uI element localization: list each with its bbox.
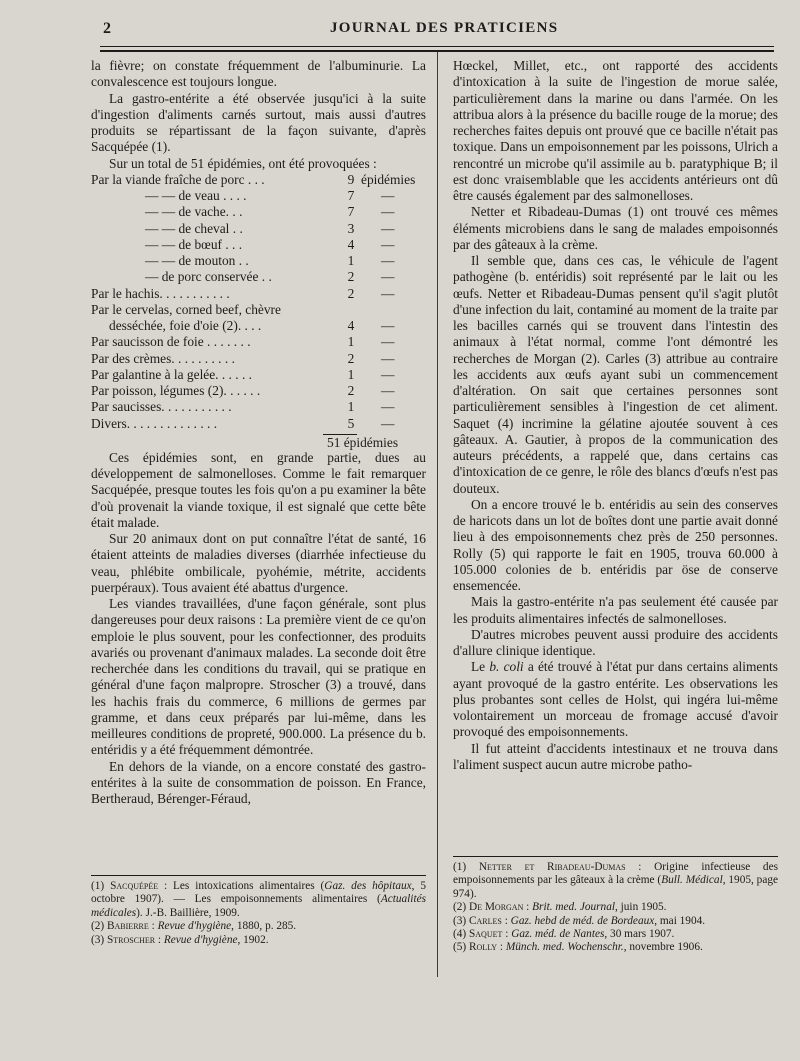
row-unit: — (381, 383, 395, 398)
column-separator (437, 52, 438, 977)
table-row (91, 351, 426, 367)
epidemics-table (91, 172, 426, 450)
row-unit: — (381, 253, 395, 268)
paragraph: Il semble que, dans ces cas, le véhicule de l'agent pathogène (b. entéridis) soit représenté par le lait ou les œufs. Netter et Ribadeau-Dumas pensent qu'il s'agit plutôt d'une infection du lait, contaminé au moment de la traite par les bacilles carnés qui se trouvent dans l'intestin des animaux à l'état normal, comme l'ont démontré les recherches de Morgan (2). Carles (3) attribue au contraire les accidents aux œufs ayant subi un commencement d'altération. On sait que certaines personnes sont particulièrement sensibles à l'ingestion de cet aliment. Saquet (4) incrimine la gélatine ajoutée souvent à ces gâteaux. A. Gautier, à propos de la communication des auteurs précédents, a rappelé que, dans certains cas d'intoxication de ce genre, le rôle des blancs d'œufs n'est pas douteux. (453, 253, 778, 496)
table-row (91, 204, 426, 220)
row-unit: — (381, 350, 395, 366)
row-label: Par des crèmes. . . . . . . . . . (91, 350, 235, 366)
left-column (91, 58, 426, 807)
row-label: — — de mouton . . (145, 253, 249, 268)
row-label: — — de vache. . . (145, 204, 243, 220)
table-row (91, 334, 426, 350)
paragraph: D'autres microbes peuvent aussi produire des accidents d'allure clinique identique. (453, 626, 778, 658)
row-count: 1 (347, 366, 355, 382)
row-label: Par saucisson de foie . . . . . . . (91, 334, 251, 350)
row-count: 9 (347, 171, 355, 187)
table-row (91, 172, 426, 188)
row-label: Par saucisses. . . . . . . . . . . (91, 399, 232, 415)
row-unit: — (381, 415, 395, 431)
author-name: Sacquépée (110, 880, 159, 892)
row-count: 2 (347, 350, 355, 366)
footnote-separator (91, 875, 426, 876)
paragraph: En dehors de la viande, on a encore constaté des gastro-entérites à la suite de consommation de poisson. En France, Bertheraud, Bérenger-Féraud, (91, 758, 426, 806)
table-row (91, 416, 426, 432)
row-count: 4 (347, 236, 355, 252)
row-label: — — de cheval . . (145, 220, 243, 236)
paragraph: Il fut atteint d'accidents intestinaux et ne trouva dans l'aliment suspect aucun autre microbe patho- (453, 740, 778, 772)
paragraph: Netter et Ribadeau-Dumas (1) ont trouvé ces mêmes éléments microbiens dans le sang de malades empoisonnés par des gâteaux à la crème. (453, 204, 778, 252)
row-count: 2 (347, 383, 355, 398)
row-unit: — (381, 220, 395, 236)
page-header (0, 14, 800, 44)
footnote: (1) Netter et Ribadeau-Dumas : Origine infectieuse des empoisonnements par les gâteaux à la crème (Bull. Médical, 1905, page 974). (453, 861, 778, 900)
b-coli-term: b. coli (489, 659, 524, 675)
row-count: 7 (347, 188, 355, 203)
row-count: 4 (347, 318, 355, 333)
footnote: (2) Babierre : Revue d'hygiène, 1880, p. 285. (91, 920, 297, 933)
row-unit: — (381, 399, 395, 415)
row-unit: — (381, 334, 395, 350)
row-label: Par le hachis. . . . . . . . . . . (91, 285, 230, 301)
row-unit: — (381, 318, 395, 333)
author-name: Netter et Ribadeau-Dumas (478, 861, 626, 873)
table-row (91, 253, 426, 269)
row-label: desséchée, foie d'oie (2). . . . (109, 318, 262, 333)
row-label: — de porc conservée . . (145, 269, 272, 285)
row-unit: — (381, 366, 395, 382)
paragraph: la fièvre; on constate fréquemment de l'albuminurie. La convalescence est toujours longue. (91, 58, 426, 90)
row-label: Par la viande fraîche de porc . . . (91, 171, 265, 187)
author-name: Rolly (469, 941, 498, 954)
author-name: Saquet (469, 928, 503, 941)
footnote: (2) De Morgan : Brit. med. Journal, juin 1905. (453, 901, 667, 914)
table-row (91, 399, 426, 415)
footnote: (3) Carles : Gaz. hebd de méd. de Bordeaux, mai 1904. (453, 914, 706, 927)
row-label: — — de bœuf . . . (145, 236, 243, 252)
table-row (91, 188, 426, 204)
paragraph: Les viandes travaillées, d'une façon générale, sont plus dangereuses pour deux raisons : La première vient de ce qu'on emploie le plus souvent, pour les confectionner, des produits avariés ou provenant d'animaux malades. La seconde doit être recherchée dans les conditions du travail, qui se pratique en général d'une façon malpropre. Stroscher (3) a trouvé, dans les hachis frais du commerce, 6 millions de germes par gramme, et dans ceux préparés par lui-même, dans les meilleures conditions de propreté, 900.000. La présence du b. entéridis y a été fréquemment démontrée. (91, 596, 426, 758)
author-name: Stroscher (107, 933, 156, 946)
table-row (91, 237, 426, 253)
row-unit: — (381, 188, 395, 203)
row-label: Par poisson, légumes (2). . . . . . (91, 383, 261, 398)
row-count: 1 (347, 334, 355, 350)
table-row (91, 367, 426, 383)
right-column (453, 58, 778, 773)
row-count: 2 (347, 285, 355, 301)
row-unit: épidémies (361, 171, 416, 187)
paragraph: Mais la gastro-entérite n'a pas seulement été causée par les produits alimentaires infectés de salmonelloses. (453, 594, 778, 626)
footnote: (4) Saquet : Gaz. méd. de Nantes, 30 mars 1907. (453, 928, 675, 941)
table-row (91, 383, 426, 399)
paragraph: Hœckel, Millet, etc., ont rapporté des accidents d'intoxication à la suite de l'ingestion de morue salée, particulièrement dans la marine ou dans l'armée. On les attribua alors à la présence du bacille rouge de la morue; des recherches faites depuis ont prouvé que ce bacille n'était pas toxique. Dans un empoisonnement par les poissons, Ulrich a rencontré un microbe qu'il assimile au b. paratyphique B; il est donc vraisemblable que les accidents antérieurs ont dû être causés également par des salmonelloses. (453, 58, 778, 203)
row-label: Par le cervelas, corned beef, chèvre (91, 301, 281, 317)
row-unit: — (381, 285, 395, 301)
row-unit: — (381, 204, 395, 220)
footnote: (1) Sacquépée : Les intoxications alimentaires (Gaz. des hôpitaux, 5 octobre 1907). — Les empoisonnements alimentaires (Actualités médicales). J.-B. Baillière, 1909. (91, 880, 427, 919)
table-row (91, 286, 426, 302)
table-total-row (91, 432, 426, 450)
table-row (91, 269, 426, 285)
paragraph: Le b. coli a été trouvé à l'état pur dans certains aliments ayant provoqué de la gastro entérite. Les observations les plus probantes sont celles de Holst, qui ingéra lui-même volontairement un morceau de fromage accusé d'avoir provoqué des empoisonnements. (453, 659, 778, 740)
author-name: Babierre (107, 920, 149, 933)
paragraph: On a encore trouvé le b. entéridis au sein des conserves de haricots dans un lot de boîtes dont une partie avait donné lieu à des empoisonnements chez près de 250 personnes. Rolly (5) qui rapporte le fait en 1905, trouva 60.000 à 105.000 colonies de b. entéridis par öse de conserve ensemencée. (453, 496, 778, 593)
row-count: 7 (347, 204, 355, 220)
row-count: 2 (347, 269, 355, 285)
paragraph: Sur un total de 51 épidémies, ont été provoquées : (109, 155, 377, 171)
table-total: 51 épidémies (327, 434, 399, 450)
paragraph: Ces épidémies sont, en grande partie, dues au développement de salmonelloses. Comme le fait remarquer Sacquépée, presque toutes les fois qu'on a pu examiner la bête d'où provenait la viande toxique, il est signalé que cette bête était malade. (91, 449, 426, 530)
footnote: (3) Stroscher : Revue d'hygiène, 1902. (91, 933, 269, 946)
table-row (91, 318, 426, 334)
row-label: Divers. . . . . . . . . . . . . . (91, 415, 218, 431)
left-footnotes (91, 880, 426, 947)
footnote: (5) Rolly : Münch. med. Wochenschr., novembre 1906. (453, 941, 703, 954)
author-name: De Morgan (469, 901, 524, 914)
table-row (91, 302, 426, 318)
row-count: 5 (347, 415, 355, 431)
row-unit: — (381, 269, 395, 285)
row-label: Par galantine à la gelée. . . . . . (91, 366, 252, 382)
table-row (91, 221, 426, 237)
row-unit: — (381, 236, 395, 252)
header-rule (100, 46, 774, 47)
right-footnotes (453, 861, 778, 955)
page-number: 2 (103, 20, 111, 37)
author-name: Carles (469, 914, 502, 927)
paragraph: Sur 20 animaux dont on put connaître l'état de santé, 16 étaient atteints de maladies diverses (diarrhée infectieuse du veau, phlébite ombilicale, pyohémie, métrite, accidents puerpéraux). Tous avaient été abattus d'urgence. (91, 531, 426, 595)
footnote-separator (453, 856, 778, 857)
row-count: 3 (347, 220, 355, 236)
running-title: JOURNAL DES PRATICIENS (330, 20, 559, 36)
row-label: — — de veau . . . . (145, 188, 247, 203)
paragraph: La gastro-entérite a été observée jusqu'ici à la suite d'ingestion d'aliments carnés surtout, mais aussi d'autres produits se répartissant de la façon suivante, d'après Sacquépée (1). (91, 90, 426, 155)
row-count: 1 (347, 253, 355, 268)
row-count: 1 (347, 399, 355, 415)
